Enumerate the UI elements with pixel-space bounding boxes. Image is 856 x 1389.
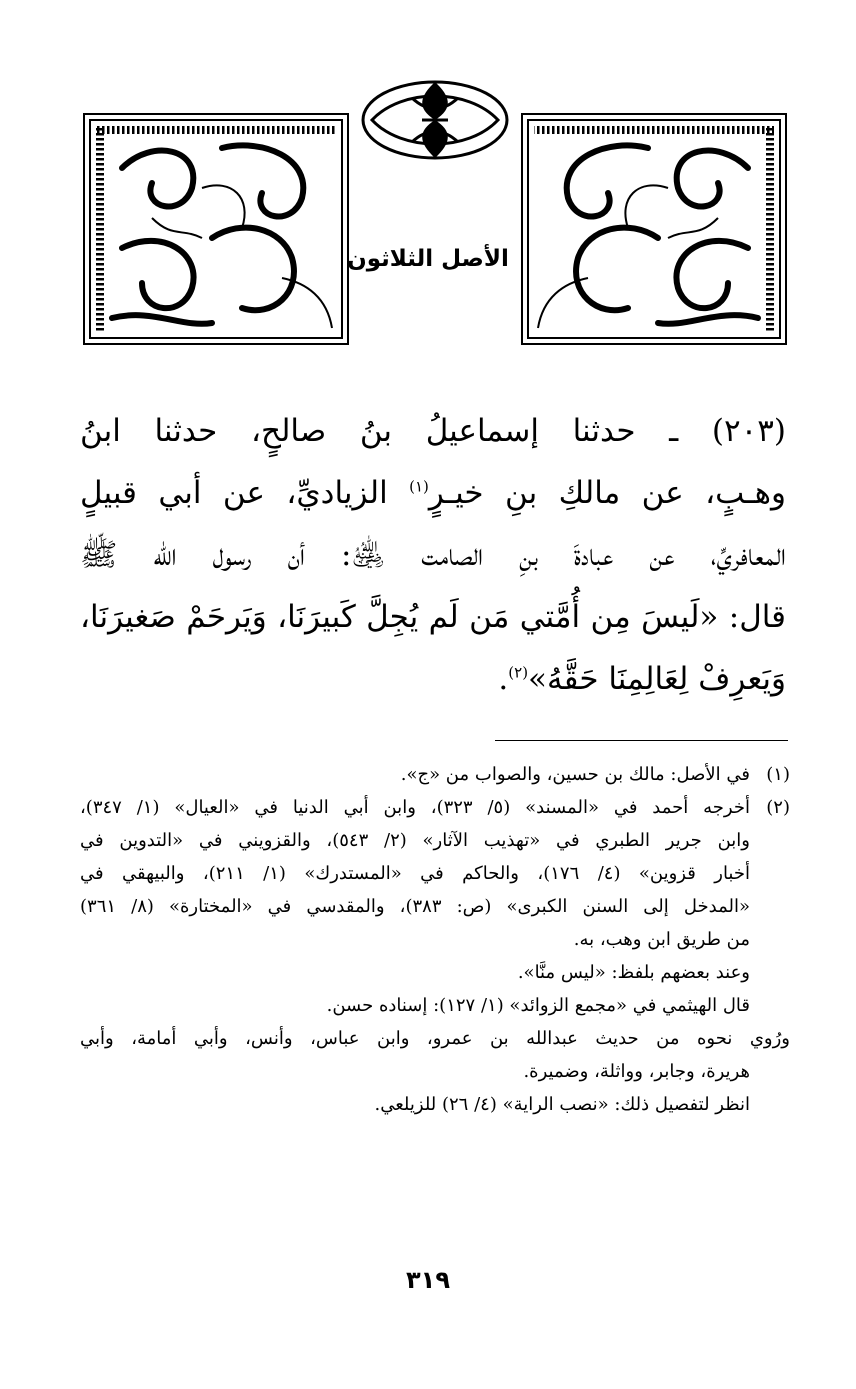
footnotes [80,758,790,1121]
arabesque-header-ornament [82,78,788,348]
hadith-line-2a: وهـبٍ، عن مالكِ بنِ خيـرٍ [428,475,786,511]
hadith-line-5-end: . [498,661,509,697]
hadith-line-2b: الزياديِّ، عن أبي قبيلٍ [80,475,388,511]
footnote-2-extra-1: وعند بعضهم بلفظ: «ليس منَّا». [517,962,750,983]
footnote-2-line-3: أخبار قزوين» (٤/ ١٧٦)، والحاكم في «المستدرك» (١/ ٢١١)، والبيهقي في [80,863,750,884]
footnote-1 [80,758,790,791]
see-reference: انظر لتفصيل ذلك: «نصب الراية» (٤/ ٢٦) للزيلعي. [374,1094,750,1115]
hadith-line-5a: وَيَعرِفْ لِعَالِمِنَا حَقَّهُ» [528,661,786,697]
hadith-line-1: (٢٠٣) ـ حدثنا إسماعيلُ بنُ صالحٍ، حدثنا ابنُ [80,413,786,449]
footnote-1-number: (١) [766,764,790,785]
page-number: ٣١٩ [406,1266,450,1294]
narrated-line-1: ورُوي نحوه من حديث عبدالله بن عمرو، وابن عباس، وأنس، وأبي أمامة، وأبي [80,1028,790,1049]
hadith-line-3: المعافريِّ، عن عبادةَ بنِ الصامت ﵁: أن رسول الله ﷺ [80,537,786,573]
footnote-2 [80,791,790,1022]
footnote-2-body [80,791,750,1022]
footnote-2-line-5: من طريق ابن وهب، به. [573,929,750,950]
footnote-2-line-4: «المدخل إلى السنن الكبرى» (ص: ٣٨٣)، والمقدسي في «المختارة» (٨/ ٣٦١) [80,896,750,917]
footnote-2-number: (٢) [766,797,790,818]
footnote-2-line-1: أخرجه أحمد في «المسند» (٥/ ٣٢٣)، وابن أبي الدنيا في «العيال» (١/ ٣٤٧)، [80,797,750,818]
footnote-separator [495,740,788,741]
narrated-line-2: هريرة، وجابر، وواثلة، وضميرة. [523,1061,750,1082]
footnote-2-extra-2: قال الهيثمي في «مجمع الزوائد» (١/ ١٢٧): إسناده حسن. [326,995,750,1016]
footnote-ref-2: (٢) [508,663,529,682]
hadith-text [80,400,786,710]
chapter-title: الأصل الثلاثون [347,246,509,272]
hadith-line-5 [80,648,786,710]
footnote-ref-1: (١) [409,477,429,496]
footnote-1-text: في الأصل: مالك بن حسين، والصواب من «ج». [400,764,750,785]
footnote-2-line-2: وابن جرير الطبري في «تهذيب الآثار» (٢/ ٥٤٣)، والقزويني في «التدوين في [80,830,750,851]
hadith-line-2 [80,462,786,524]
hadith-line-4: قال: «لَيسَ مِن أُمَّتي مَن لَم يُجِلَّ كَبيرَنَا، وَيَرحَمْ صَغيرَنَا، [80,599,786,635]
